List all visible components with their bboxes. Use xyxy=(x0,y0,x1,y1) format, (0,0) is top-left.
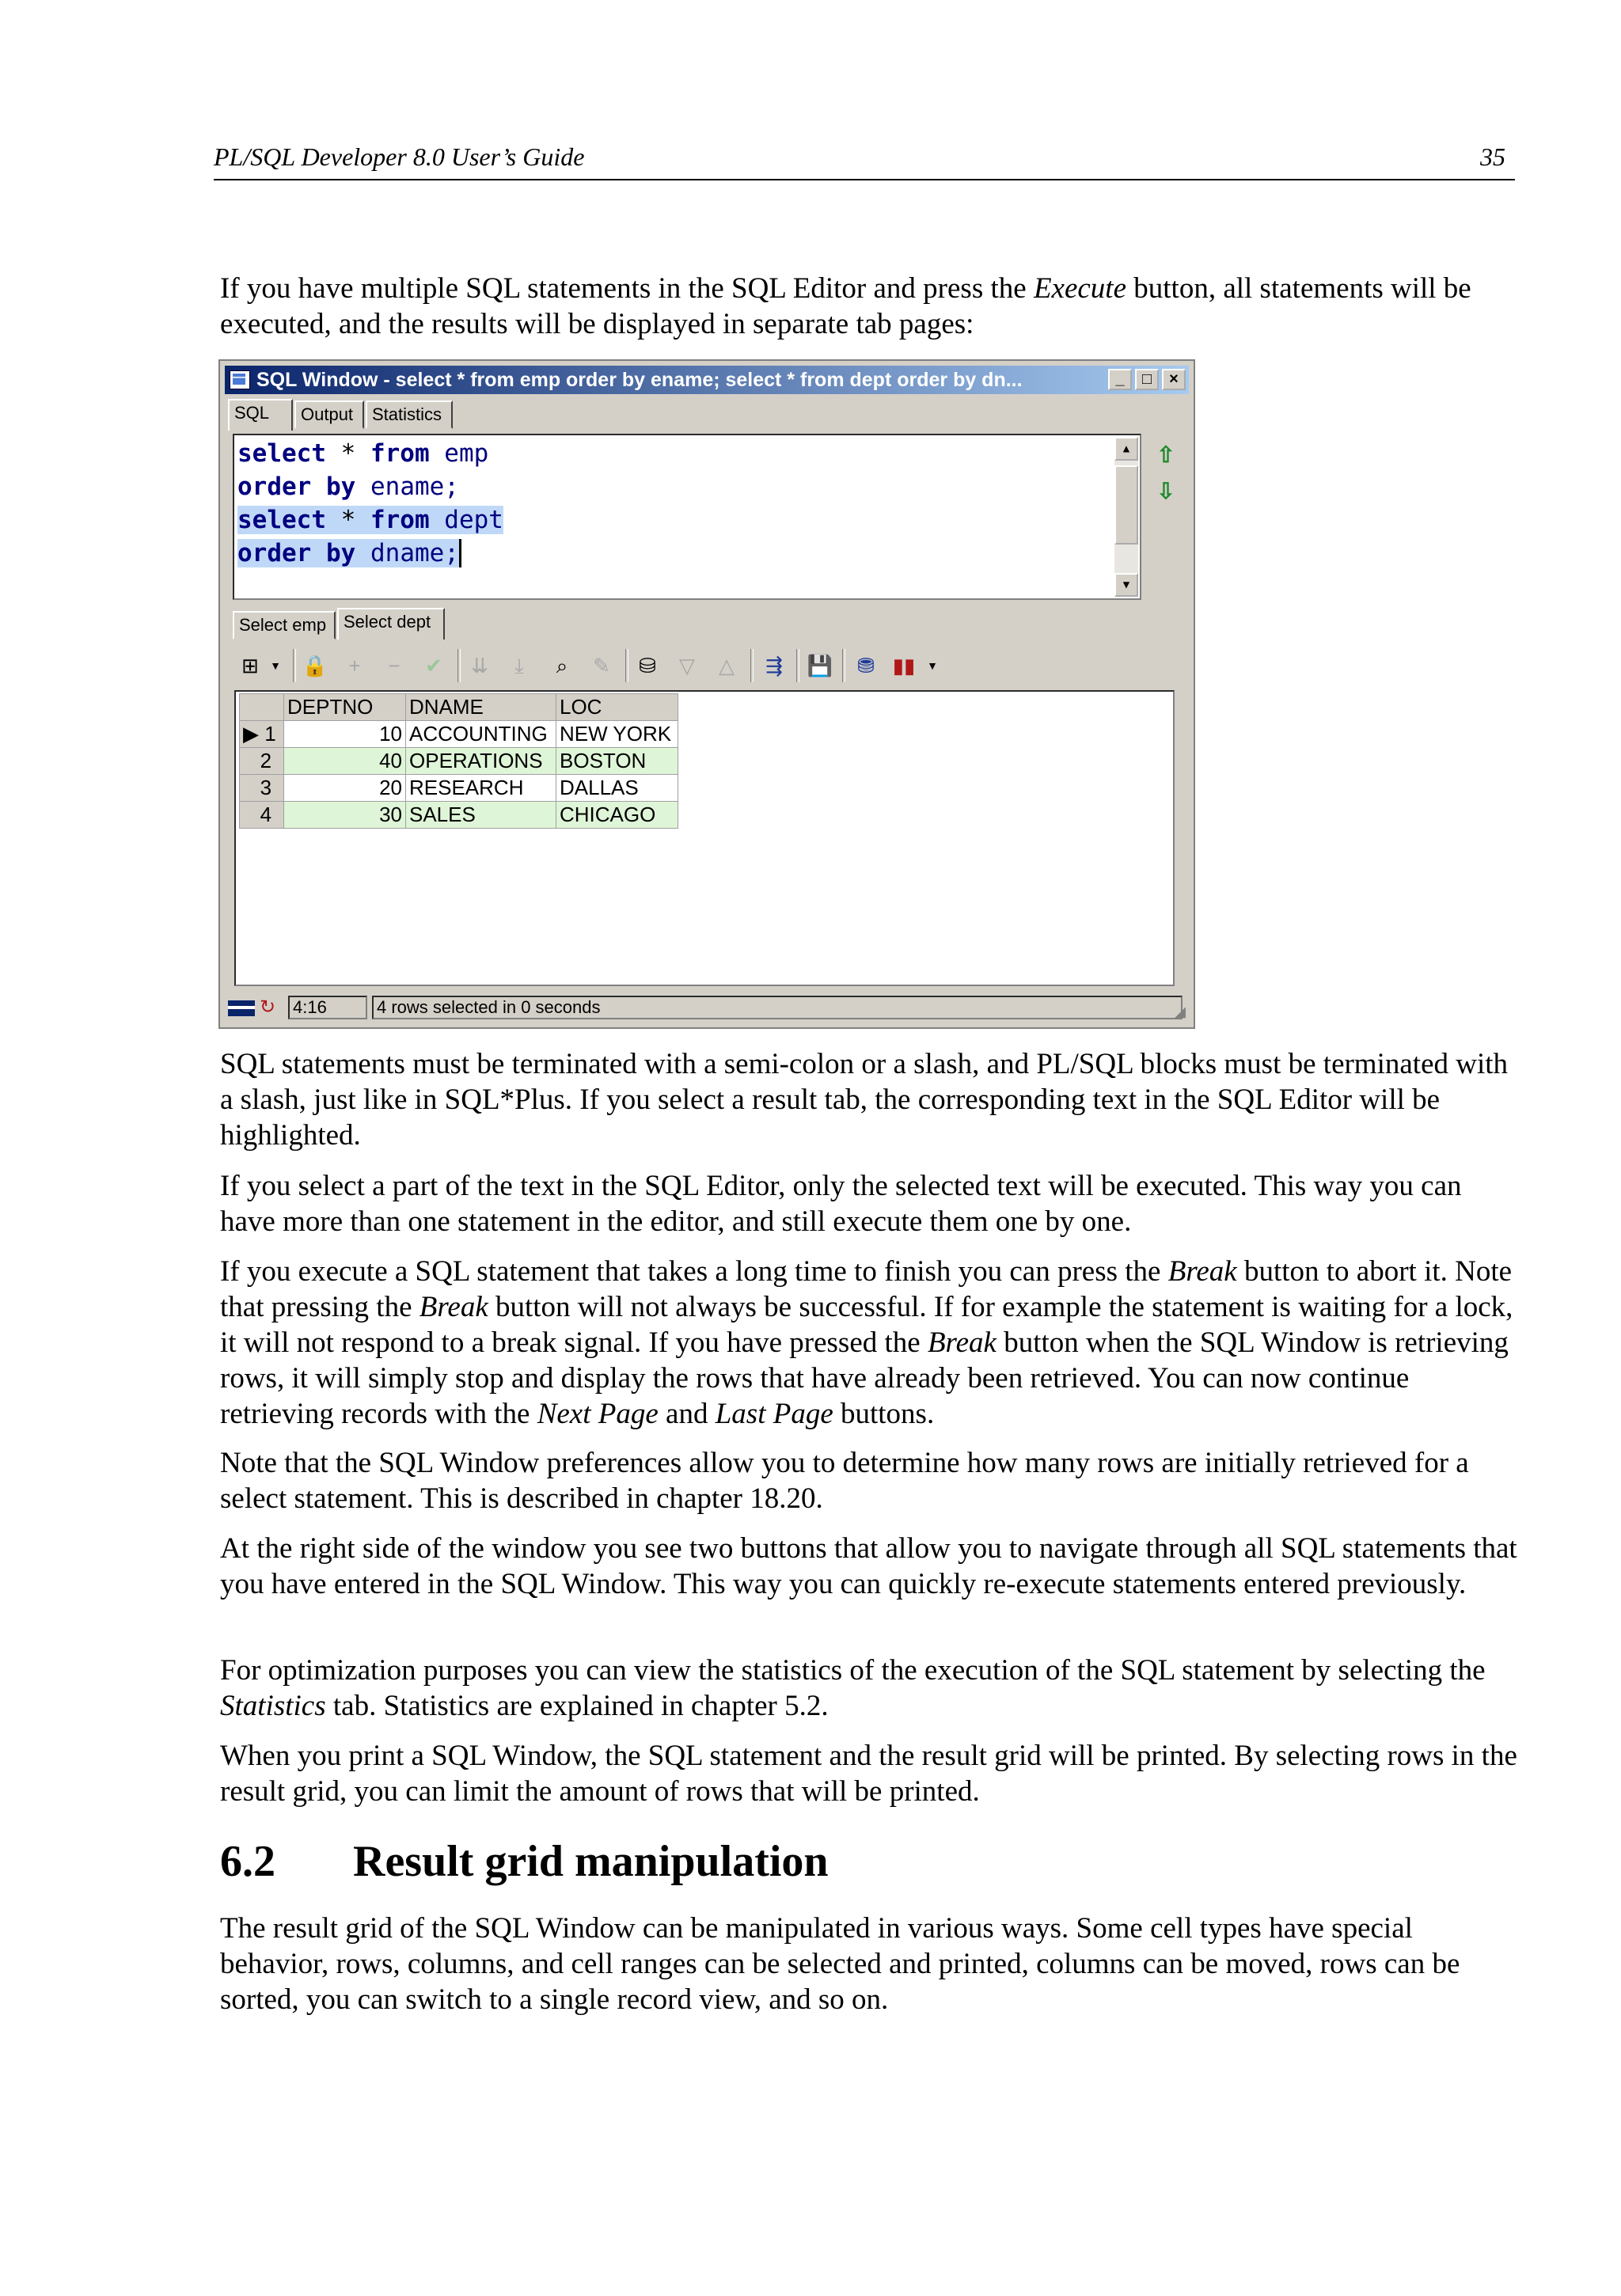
tab-statistics[interactable]: Statistics xyxy=(366,400,453,429)
next-record-icon[interactable]: △ xyxy=(719,654,735,677)
keyword: order xyxy=(237,472,312,501)
text: button when the SQL Window is retrieving rows, it will simply stop and display the rows that have already been retrieved. You can now continue retrieving records with the xyxy=(220,1326,1509,1430)
minimize-button[interactable]: _ xyxy=(1108,369,1132,390)
keyword: order xyxy=(237,539,312,567)
cell-loc[interactable]: CHICAGO xyxy=(556,802,678,829)
keyword: by xyxy=(326,472,356,501)
query-by-example-icon[interactable]: ⛁ xyxy=(639,654,656,677)
paragraph-printing: When you print a SQL Window, the SQL statement and the result grid will be printed. By selecting rows in the result grid, you can limit the amount of rows that will be printed. xyxy=(220,1740,1517,1808)
keyword: select xyxy=(237,439,326,468)
editor-line xyxy=(237,437,1140,470)
text: button will not always be successful. If for example the statement is waiting for a lock, it will not respond to a break signal. If you have pressed the xyxy=(220,1291,1513,1359)
intro-emphasis: Execute xyxy=(1033,272,1127,305)
database-icon[interactable]: ⛃ xyxy=(857,654,875,677)
text: button to abort it. Note that pressing the xyxy=(220,1255,1513,1323)
tab-sql[interactable]: SQL xyxy=(228,399,293,431)
row-number: 4 xyxy=(260,803,272,826)
bar-chart-icon[interactable]: ▮▮ xyxy=(892,654,916,677)
page-number: 35 xyxy=(1480,142,1505,171)
column-header-loc[interactable]: LOC xyxy=(556,694,678,721)
post-changes-icon[interactable]: ✔ xyxy=(425,654,442,677)
next-statement-button[interactable] xyxy=(1154,480,1178,503)
row-header[interactable] xyxy=(240,748,284,775)
lock-icon[interactable]: 🔒 xyxy=(302,654,328,677)
sql-window-screenshot xyxy=(218,359,1195,1029)
emphasis: Break xyxy=(1167,1255,1237,1288)
tab-select-emp[interactable]: Select emp xyxy=(233,611,336,639)
row-header[interactable] xyxy=(240,775,284,802)
arrow-down-icon: ⇩ xyxy=(1156,479,1175,503)
status-message: 4 rows selected in 0 seconds xyxy=(372,996,1183,1019)
table-row[interactable] xyxy=(240,775,678,802)
paragraph-statistics xyxy=(220,1653,1518,1724)
table-row[interactable] xyxy=(240,802,678,829)
tab-output[interactable]: Output xyxy=(294,400,364,429)
result-toolbar xyxy=(233,641,1190,689)
paragraph-break xyxy=(220,1254,1518,1432)
tab-select-dept[interactable]: Select dept xyxy=(337,608,445,639)
section-title: Result grid manipulation xyxy=(353,1837,829,1886)
text-cursor xyxy=(459,539,461,567)
window-titlebar xyxy=(225,366,1189,394)
result-grid xyxy=(234,690,1175,986)
intro-text-1: If you have multiple SQL statements in the SQL Editor and press the xyxy=(220,272,1034,305)
clear-icon[interactable]: ✎ xyxy=(593,654,610,677)
resize-grip-icon[interactable]: ◢ xyxy=(1175,1004,1186,1019)
row-number: 2 xyxy=(260,749,272,772)
paragraph-termination: SQL statements must be terminated with a semi-colon or a slash, and PL/SQL blocks must be terminated with a slash, just like in SQL*Plus. If you select a result tab, the corresponding text in the SQL Editor will be highlighted. xyxy=(220,1048,1509,1152)
row-number: 1 xyxy=(264,722,276,746)
row-header[interactable] xyxy=(240,721,284,748)
arrow-up-icon: ⇧ xyxy=(1156,442,1175,467)
emphasis: Break xyxy=(419,1291,488,1323)
window-title: SQL Window - select * from emp order by ename; select * from dept order by dn... xyxy=(256,369,1023,391)
cell-loc[interactable]: NEW YORK xyxy=(556,721,678,748)
editor-scrollbar[interactable] xyxy=(1114,437,1138,597)
cell-deptno[interactable]: 30 xyxy=(284,802,406,829)
paragraph-navigation: At the right side of the window you see two buttons that allow you to navigate through all SQL statements that you have entered in the SQL Window. This way you can quickly re-execute statements entered previously. xyxy=(220,1532,1517,1600)
cell-dname[interactable]: ACCOUNTING xyxy=(406,721,556,748)
cell-deptno[interactable]: 10 xyxy=(284,721,406,748)
close-button[interactable]: × xyxy=(1162,369,1186,390)
page-header xyxy=(214,141,1515,180)
cell-dname[interactable]: RESEARCH xyxy=(406,775,556,802)
chevron-down-icon[interactable]: ▼ xyxy=(270,659,281,672)
previous-statement-button[interactable] xyxy=(1154,443,1178,467)
cell-dname[interactable]: SALES xyxy=(406,802,556,829)
emphasis: Next Page xyxy=(537,1398,659,1430)
text: tab. Statistics are explained in chapter 5.2. xyxy=(325,1690,829,1722)
document-title: PL/SQL Developer 8.0 User’s Guide xyxy=(214,142,585,171)
cell-deptno[interactable]: 40 xyxy=(284,748,406,775)
grid-view-icon[interactable]: ⊞ xyxy=(241,654,259,677)
keyword: from xyxy=(370,439,430,468)
scroll-thumb[interactable] xyxy=(1114,465,1138,545)
window-list-icon[interactable] xyxy=(228,1000,255,1016)
table-header-row xyxy=(240,694,678,721)
keyword: select xyxy=(237,506,326,534)
delete-record-icon[interactable]: − xyxy=(388,654,401,677)
identifier: ename; xyxy=(355,472,459,501)
add-record-icon[interactable]: + xyxy=(348,654,361,677)
operator xyxy=(311,539,326,567)
table-row[interactable] xyxy=(240,721,678,748)
identifier: emp xyxy=(429,439,489,468)
editor-line-selected xyxy=(237,537,1140,570)
row-header[interactable] xyxy=(240,802,284,829)
section-body: The result grid of the SQL Window can be manipulated in various ways. Some cell types have special behavior, rows, columns, and cell ranges can be selected and printed, columns can be moved, rows can be sorted, you can switch to a single record view, and so on. xyxy=(220,1912,1460,2016)
status-bar xyxy=(225,992,1189,1023)
keyword: from xyxy=(370,506,430,534)
break-icon[interactable]: ↻ xyxy=(260,996,276,1018)
row-number: 3 xyxy=(260,776,272,799)
cell-loc[interactable]: BOSTON xyxy=(556,748,678,775)
cell-deptno[interactable]: 20 xyxy=(284,775,406,802)
cursor-position: 4:16 xyxy=(288,996,367,1019)
column-header-dname[interactable]: DNAME xyxy=(406,694,556,721)
current-row-indicator-icon: ▶ xyxy=(243,722,259,746)
section-heading xyxy=(220,1836,829,1887)
operator xyxy=(311,472,326,501)
last-page-icon[interactable]: ⤓ xyxy=(514,654,524,677)
corner-cell xyxy=(240,694,284,721)
editor-line-selected xyxy=(237,503,1140,537)
export-icon[interactable]: ⇶ xyxy=(765,654,783,677)
paragraph-preferences: Note that the SQL Window preferences allow you to determine how many rows are initially retrieved for a select statement. This is described in chapter 18.20. xyxy=(220,1447,1469,1515)
scroll-down-icon[interactable]: ▼ xyxy=(1114,573,1138,597)
intro-text-2: button, all statements will be executed, and the results will be displayed in separate tab pages: xyxy=(220,272,1471,340)
identifier: dept xyxy=(429,506,503,534)
cell-dname[interactable]: OPERATIONS xyxy=(406,748,556,775)
maximize-button[interactable]: □ xyxy=(1135,369,1159,390)
operator: * xyxy=(325,439,370,468)
column-header-deptno[interactable]: DEPTNO xyxy=(284,694,406,721)
text: buttons. xyxy=(833,1398,935,1430)
previous-record-icon[interactable]: ▽ xyxy=(679,654,695,677)
chevron-down-icon[interactable]: ▼ xyxy=(927,659,938,672)
identifier: dname; xyxy=(355,539,459,567)
binoculars-icon[interactable]: ⌕ xyxy=(556,654,568,677)
save-icon[interactable]: 💾 xyxy=(807,654,833,677)
table-row[interactable] xyxy=(240,748,678,775)
section-number: 6.2 xyxy=(220,1837,275,1886)
text: and xyxy=(658,1398,716,1430)
cell-loc[interactable]: DALLAS xyxy=(556,775,678,802)
sql-editor[interactable] xyxy=(233,434,1141,600)
emphasis: Statistics xyxy=(220,1690,326,1722)
result-table xyxy=(239,693,678,829)
scroll-up-icon[interactable]: ▲ xyxy=(1114,437,1138,461)
keyword: by xyxy=(326,539,356,567)
emphasis: Last Page xyxy=(715,1398,833,1430)
emphasis: Break xyxy=(927,1326,997,1359)
sql-window-icon xyxy=(230,370,250,389)
next-page-icon[interactable]: ⇊ xyxy=(471,654,488,677)
text: For optimization purposes you can view the statistics of the execution of the SQL statement by selecting the xyxy=(220,1654,1486,1687)
editor-line xyxy=(237,470,1140,503)
operator: * xyxy=(325,506,370,534)
paragraph-selection: If you select a part of the text in the SQL Editor, only the selected text will be executed. This way you can have more than one statement in the editor, and still execute them one by one. xyxy=(220,1170,1462,1238)
text: If you execute a SQL statement that takes a long time to finish you can press the xyxy=(220,1255,1168,1288)
intro-paragraph xyxy=(220,271,1518,342)
